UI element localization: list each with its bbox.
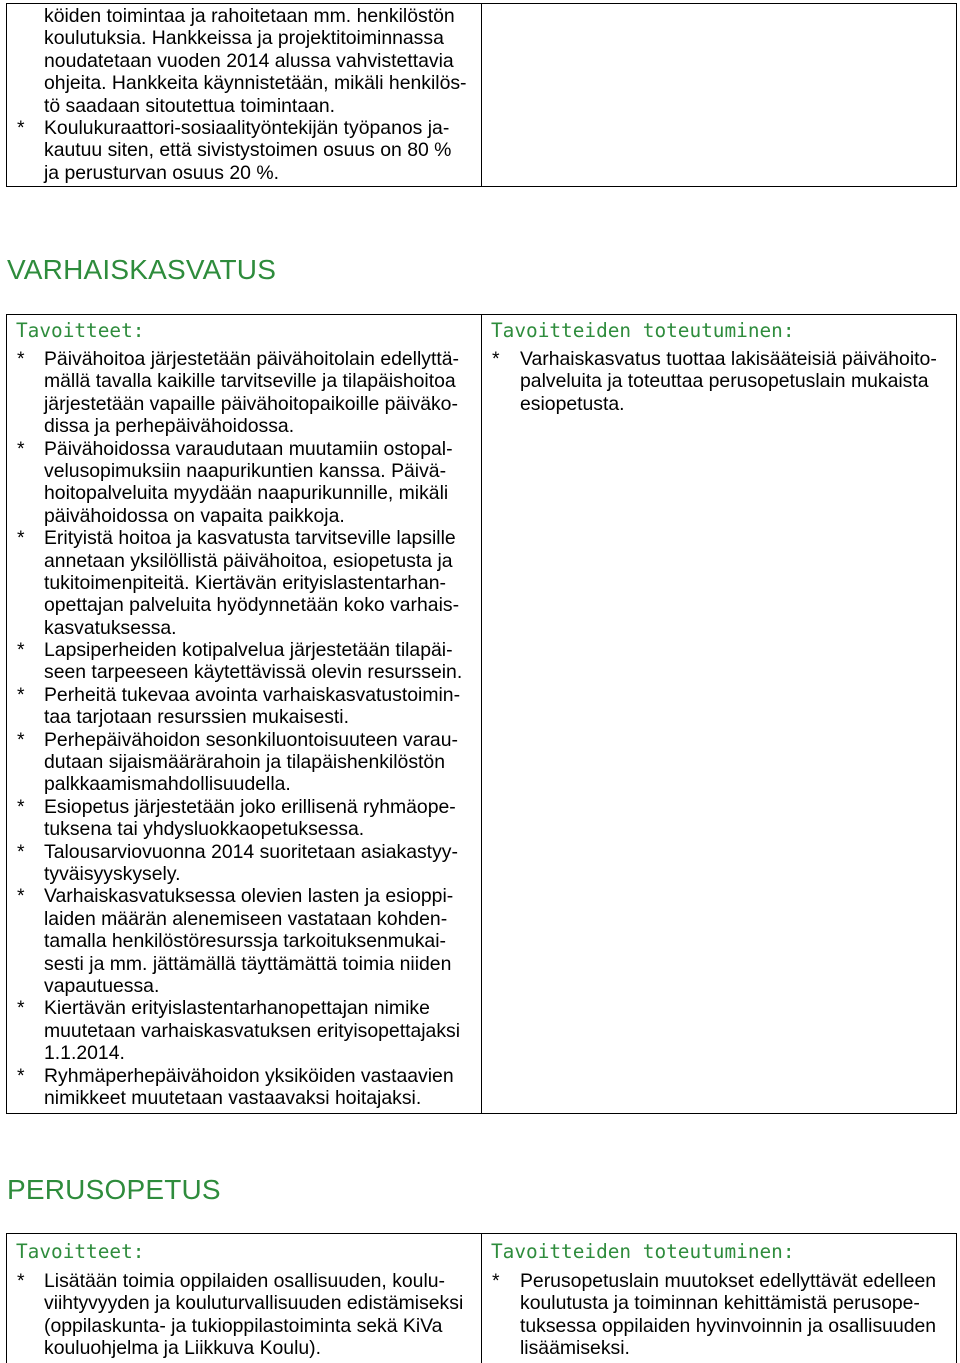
text-line: Päivähoidossa varaudutaan muutamiin ostopal-	[44, 437, 453, 460]
goals-table	[6, 314, 957, 1114]
text-line: Päivähoitoa järjestetään päivähoitolain edellyttä-	[44, 348, 460, 370]
text-line: järjestetään vapaille päivähoitopaikoille päiväko-	[44, 392, 458, 415]
text-line: annetaan yksilöllistä päivähoitoa, esiopetusta ja	[44, 549, 453, 572]
text-line: seen tarpeeseen käytettävissä olevin resurssein.	[44, 661, 463, 684]
goals-table	[6, 1233, 957, 1363]
text-line: tö saadaan sitoutettua toimintaan.	[44, 94, 336, 117]
text-line: opettajan palveluita hyödynnetään koko varhais-	[44, 594, 460, 617]
text-line: Talousarviovuonna 2014 suoritetaan asiakastyy-	[44, 840, 458, 863]
bullet-marker: *	[17, 728, 25, 751]
text-line: Esiopetus järjestetään joko erillisenä ryhmäope-	[44, 795, 456, 818]
text-line: Lisätään toimia oppilaiden osallisuuden, koulu-	[44, 1270, 446, 1292]
goals-header: Tavoitteet:	[16, 319, 145, 342]
text-line: velusopimuksiin naapurikuntien kanssa. Päivä-	[44, 459, 447, 482]
list-item	[7, 639, 481, 684]
text-line: noudatetaan vuoden 2014 alussa vahvistettavia	[44, 49, 454, 72]
text-line: dissa ja perhepäivähoidossa.	[44, 415, 295, 438]
list-item	[482, 348, 956, 415]
text-line: laiden määrän alenemiseen vastataan kohden-	[44, 907, 448, 930]
text-line: esiopetusta.	[520, 392, 625, 415]
text-line: koulutusta ja toiminnan kehittämistä perusope-	[520, 1292, 920, 1315]
goals-header: Tavoitteet:	[16, 1240, 145, 1263]
text-line: sesti ja mm. jättämällä täyttämättä toimia niiden	[44, 952, 452, 975]
text-line: dutaan sijaismäärärahoin ja tilapäishenkilöstön	[44, 751, 445, 774]
text-line: tuksena tai yhdysluokkaopetuksessa.	[44, 818, 365, 841]
continued-goals-table	[6, 3, 957, 187]
text-line: ohjeita. Hankkeita käynnistetään, mikäli henkilös-	[44, 72, 467, 95]
bullet-marker: *	[17, 348, 25, 370]
list-item	[7, 438, 481, 528]
text-line: muutetaan varhaiskasvatuksen erityisopettajaksi	[44, 1019, 461, 1042]
list-item	[7, 5, 481, 117]
outcomes-cell	[482, 4, 956, 186]
list-item	[7, 527, 481, 639]
bullet-marker: *	[17, 840, 25, 863]
text-line: kasvatuksessa.	[44, 616, 177, 639]
text-line: taa tarjotaan resurssien mukaisesti.	[44, 706, 350, 729]
goals-cell	[7, 4, 482, 186]
outcomes-header: Tavoitteiden toteutuminen:	[491, 319, 795, 342]
text-line: Ryhmäperhepäivähoidon yksiköiden vastaavien	[44, 1064, 454, 1087]
text-line: mällä tavalla kaikille tarvitseville ja tilapäishoitoa	[44, 370, 456, 393]
text-line: nimikkeet muutetaan vastaavaksi hoitajaksi.	[44, 1086, 422, 1109]
text-line: lisäämiseksi.	[520, 1337, 630, 1360]
text-line: Kiertävän erityislastentarhanopettajan nimike	[44, 997, 430, 1020]
bullet-marker: *	[17, 683, 25, 706]
text-line: Perheitä tukevaa avointa varhaiskasvatustoimin-	[44, 683, 461, 706]
text-line: Koulukuraattori-sosiaalityöntekijän työpanos ja-	[44, 116, 450, 139]
text-line: tamalla henkilöstöresurssja tarkoituksenmukai-	[44, 930, 446, 953]
text-line: tyväisyyskysely.	[44, 862, 181, 885]
bullet-marker: *	[17, 116, 25, 139]
text-line: viihtyvyyden ja kouluturvallisuuden edistämiseksi	[44, 1292, 464, 1315]
text-line: päivähoidossa on vapaita paikkoja.	[44, 504, 345, 527]
text-line: palkkaamismahdollisuudella.	[44, 773, 291, 796]
list-item	[7, 729, 481, 796]
text-line: kouluohjelma ja Liikkuva Koulu).	[44, 1337, 322, 1360]
text-line: Varhaiskasvatus tuottaa lakisääteisiä päivähoito-	[520, 348, 937, 370]
text-line: hoitopalveluita myydään naapurikunnille, mikäli	[44, 482, 449, 505]
section-heading: VARHAISKASVATUS	[7, 254, 277, 285]
outcomes-cell	[482, 315, 956, 1113]
list-item	[7, 796, 481, 841]
bullet-marker: *	[17, 885, 25, 908]
bullet-marker: *	[17, 437, 25, 460]
bullet-marker: *	[492, 1270, 500, 1292]
text-line: köiden toimintaa ja rahoitetaan mm. henkilöstön	[44, 5, 455, 27]
text-line: tukitoimenpiteitä. Kiertävän erityislastentarhan-	[44, 571, 447, 594]
section-heading: PERUSOPETUS	[7, 1174, 221, 1205]
goals-cell	[7, 315, 482, 1113]
bullet-marker: *	[17, 639, 25, 662]
text-line: Perusopetuslain muutokset edellyttävät edelleen	[520, 1270, 937, 1292]
bullet-marker: *	[17, 1270, 25, 1292]
list-item	[7, 348, 481, 438]
list-item	[7, 117, 481, 184]
text-line: Erityistä hoitoa ja kasvatusta tarvitseville lapsille	[44, 527, 456, 550]
outcomes-header: Tavoitteiden toteutuminen:	[491, 1240, 795, 1263]
text-line: (oppilaskunta- ja tukioppilastoiminta sekä KiVa	[44, 1314, 443, 1337]
text-line: tuksessa oppilaiden hyvinvoinnin ja osallisuuden	[520, 1314, 937, 1337]
bullet-marker: *	[17, 795, 25, 818]
list-item	[482, 1270, 956, 1360]
text-line: palveluita ja toteuttaa perusopetuslain mukaista	[520, 370, 929, 393]
text-line: Perhepäivähoidon sesonkiluontoisuuteen varau-	[44, 728, 458, 751]
list-item	[7, 684, 481, 729]
outcomes-cell	[482, 1234, 956, 1363]
text-line: Lapsiperheiden kotipalvelua järjestetään tilapäi-	[44, 639, 453, 662]
list-item	[7, 885, 481, 997]
text-line: kautuu siten, että sivistystoimen osuus on 80 %	[44, 139, 452, 162]
text-line: 1.1.2014.	[44, 1042, 125, 1065]
bullet-marker: *	[492, 348, 500, 370]
text-line: Varhaiskasvatuksessa olevien lasten ja esioppi-	[44, 885, 454, 908]
text-line: ja perusturvan osuus 20 %.	[44, 161, 279, 184]
list-item	[7, 1065, 481, 1110]
text-line: koulutuksia. Hankkeissa ja projektitoiminnassa	[44, 27, 444, 50]
bullet-marker: *	[17, 1064, 25, 1087]
list-item	[7, 841, 481, 886]
goals-cell	[7, 1234, 482, 1363]
text-line: vapautuessa.	[44, 974, 160, 997]
bullet-marker: *	[17, 997, 25, 1020]
list-item	[7, 1270, 481, 1360]
bullet-marker: *	[17, 527, 25, 550]
list-item	[7, 997, 481, 1064]
